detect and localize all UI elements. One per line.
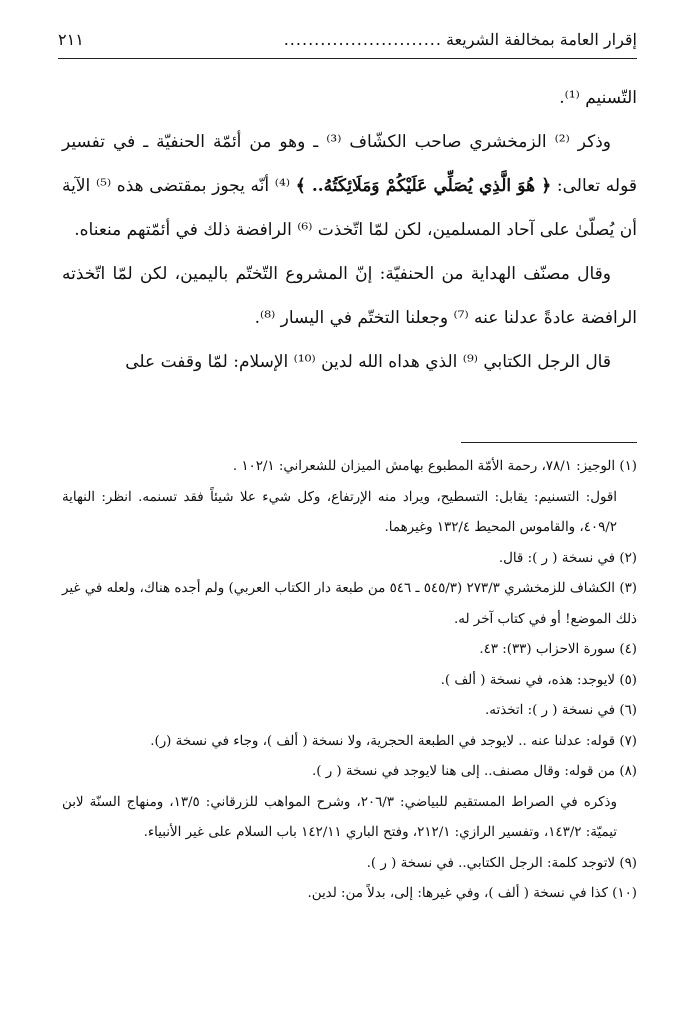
footnote-6: (٦) في نسخة ( ر ): اتخذته.	[485, 703, 637, 718]
footnote-10: (١٠) كذا في نسخة ( ألف )، وفي غيرها: إلى، بدلاً من: لدين.	[307, 886, 637, 901]
paragraph-2-intro: وذكر ⁽²⁾ الزمخشري صاحب الكشّاف ⁽³⁾ ـ وهو من أئمّة الحنفيّة ـ في تفسير قوله تعالى:	[62, 132, 637, 196]
footnote-5: (٥) لايوجد: هذه، في نسخة ( ألف ).	[440, 672, 637, 688]
paragraph-2-rest: ⁽⁴⁾ أنّه يجوز بمقتضى هذه ⁽⁵⁾ الآية أن يُصلّىٰ على آحاد المسلمين، لكن لمّا اتّخذت ⁽⁶⁾ الرافضة ذلك في أئمّتهم منعناه.	[62, 176, 637, 240]
paragraph-1: التّسنيم ⁽¹⁾.	[559, 88, 637, 108]
footnote-9: (٩) لاتوجد كلمة: الرجل الكتابي.. في نسخة ( ر ).	[366, 855, 637, 871]
quran-verse: ﴿ هُوَ الَّذِي يُصَلِّي عَلَيْكُمْ وَمَلَائِكَتُهُ.. ﴾	[295, 176, 552, 196]
footnote-8: (٨) من قوله: وقال مصنف.. إلى هنا لايوجد في نسخة ( ر ).	[311, 764, 637, 779]
main-text	[62, 76, 637, 384]
footnote-divider	[461, 442, 637, 443]
footnote-8-comment: وذكره في الصراط المستقيم للبياضي: ٢٠٦/٣، وشرح المواهب للزرقاني: ١٣/٥، ومنهاج السنّة لابن تيميّة: ١٤٣/٢، وتفسير الرازي: ٢١٢/١، وفتح الباري ١٤٢/١١ باب السلام على غير الأنبياء.	[62, 794, 617, 840]
header-title: إقرار العامة بمخالفة الشريعة	[445, 30, 637, 49]
footnote-1-comment: اقول: التسنيم: يقابل: التسطيح، ويراد منه الإرتفاع، وكل شيء علا شيئاً فقد تسنمه. انظر: النهاية ٤٠٩/٢، والقاموس المحيط ١٣٢/٤ وغيرهما.	[62, 489, 617, 535]
paragraph-4: قال الرجل الكتابي ⁽⁹⁾ الذي هداه الله لدين ⁽¹⁰⁾ الإسلام: لمّا وقفت على	[125, 352, 611, 372]
footnote-3: (٣) الكشاف للزمخشري ٢٧٣/٣ (٥٤٥/٣ ـ ٥٤٦ من طبعة دار الكتاب العربي) ولم أجده هناك، ولعله في غير ذلك الموضع! أو في كتاب آخر له.	[62, 581, 637, 627]
page-number: ٢١١	[58, 30, 84, 49]
footnote-7: (٧) قوله: عدلنا عنه .. لايوجد في الطبعة الحجرية، ولا نسخة ( ألف )، وجاء في نسخة (ر).	[150, 733, 637, 749]
header-dots: ..........................	[283, 30, 442, 49]
paragraph-2	[62, 120, 637, 252]
footnotes	[62, 452, 637, 910]
footnote-1: (١) الوجيز: ٧٨/١، رحمة الأمّة المطبوع بهامش الميزان للشعراني: ١٠٢/١ .	[232, 459, 637, 474]
running-header	[58, 30, 637, 59]
paragraph-3: وقال مصنّف الهداية من الحنفيّة: إنّ المشروع التّختّم باليمين، لكن لمّا اتّخذته الرافضة عادةً عدلنا عنه ⁽⁷⁾ وجعلنا التختّم في اليسار ⁽⁸⁾.	[62, 264, 637, 328]
footnote-2: (٢) في نسخة ( ر ): قال.	[498, 550, 637, 566]
footnote-4: (٤) سورة الاحزاب (٣٣): ٤٣.	[479, 642, 637, 657]
